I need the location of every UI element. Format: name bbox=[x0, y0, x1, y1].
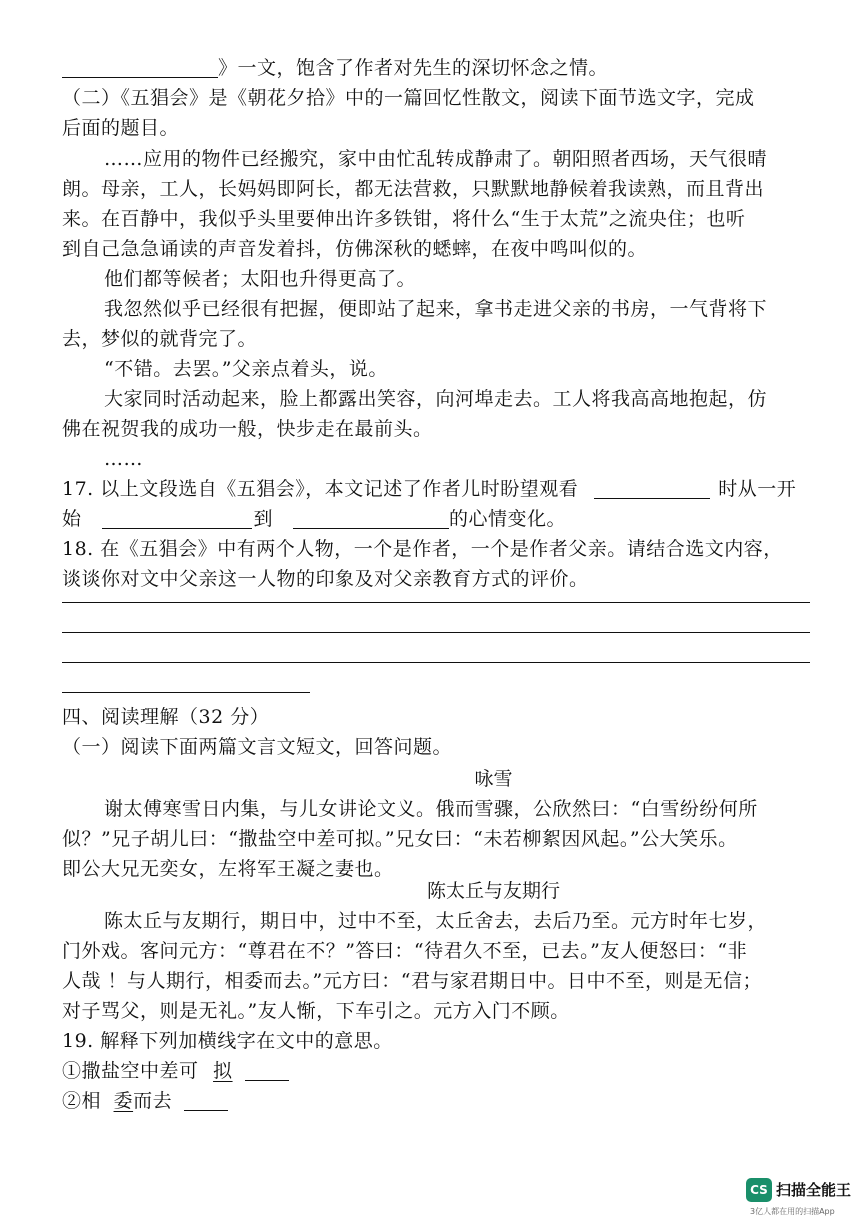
section-four-subheading: （一）阅读下面两篇文言文短文，回答问题。 bbox=[62, 736, 453, 758]
passage-line: ……应用的物件已经搬究，家中由忙乱转成静肃了。朝阳照者西场，天气很晴 bbox=[104, 148, 768, 170]
classical-text-line: 陈太丘与友期行，期日中，过中不至，太丘舍去，去后乃至。元方时年七岁， bbox=[104, 910, 768, 932]
answer-blank[interactable] bbox=[594, 480, 710, 499]
classical-text-line: 即公大兄无奕女，左将军王凝之妻也。 bbox=[62, 858, 394, 880]
camscanner-icon: CS bbox=[746, 1178, 772, 1202]
underlined-word: 拟 bbox=[213, 1060, 233, 1082]
answer-blank[interactable] bbox=[184, 1092, 228, 1111]
passage-line: …… bbox=[104, 448, 143, 470]
classical-text-line: 对子骂父，则是无礼。”友人惭，下车引之。元方入门不顾。 bbox=[62, 1000, 570, 1022]
classical-text-line: 谢太傅寒雪日内集，与儿女讲论文义。俄而雪骤，公欣然曰：“白雪纷纷何所 bbox=[104, 798, 758, 820]
answer-line[interactable] bbox=[62, 692, 310, 693]
answer-line[interactable] bbox=[62, 632, 810, 633]
question-19-item-2: ②相 委而去 bbox=[62, 1087, 228, 1115]
passage-line: 朗。母亲，工人，长妈妈即阿长，都无法营救，只默默地静候着我读熟，而且背出 bbox=[62, 178, 765, 200]
classical-text-line: 门外戏。客问元方：“尊君在不？”答曰：“待君久不至，已去。”友人便怒曰：“非 bbox=[62, 940, 748, 962]
text-title: 咏雪 bbox=[474, 768, 513, 790]
section-two-intro-cont: 后面的题目。 bbox=[62, 117, 180, 139]
passage-line: 佛在祝贺我的成功一般，快步走在最前头。 bbox=[62, 418, 433, 440]
passage-line: “不错。去罢。”父亲点着头，说。 bbox=[104, 358, 388, 380]
underlined-word: 委 bbox=[113, 1090, 134, 1112]
line-blank-end: 》一文，饱含了作者对先生的深切怀念之情。 bbox=[62, 54, 608, 82]
passage-line: 大家同时活动起来，脸上都露出笑容，向河埠走去。工人将我高高地抱起，仿 bbox=[104, 388, 768, 410]
question-19: 19. 解释下列加横线字在文中的意思。 bbox=[62, 1030, 393, 1052]
passage-line: 去，梦似的就背完了。 bbox=[62, 328, 258, 350]
question-17-cont: 始 到 的心情变化。 bbox=[62, 508, 567, 530]
question-18: 18. 在《五猖会》中有两个人物，一个是作者，一个是作者父亲。请结合选文内容， bbox=[62, 538, 783, 560]
passage-line: 来。在百静中，我似乎头里要伸出许多铁钳，将什么“生于太荒”之流央住；也听 bbox=[62, 208, 746, 230]
answer-line[interactable] bbox=[62, 602, 810, 603]
passage-line: 到自己急急诵读的声音发着抖，仿佛深秋的蟋蟀，在夜中鸣叫似的。 bbox=[62, 238, 648, 260]
section-four-heading: 四、阅读理解（32 分） bbox=[62, 706, 270, 728]
passage-line: 我忽然似乎已经很有把握，便即站了起来，拿书走进父亲的书房，一气背将下 bbox=[104, 298, 768, 320]
text-title: 陈太丘与友期行 bbox=[426, 880, 560, 902]
question-19-item-1: ①撒盐空中差可 拟 bbox=[62, 1057, 289, 1085]
logo-name: 扫描全能王 bbox=[776, 1181, 852, 1199]
answer-line[interactable] bbox=[62, 662, 810, 663]
section-two-intro: （二）《五猖会》是《朝花夕拾》中的一篇回忆性散文，阅读下面节选文字，完成 bbox=[62, 87, 755, 109]
logo-tagline: 3亿人都在用的扫描App bbox=[750, 1207, 835, 1216]
answer-blank[interactable] bbox=[245, 1062, 289, 1081]
question-18-cont: 谈谈你对文中父亲这一人物的印象及对父亲教育方式的评价。 bbox=[62, 568, 589, 590]
passage-line: 他们都等候者；太阳也升得更高了。 bbox=[104, 268, 417, 290]
answer-blank[interactable] bbox=[62, 59, 218, 78]
answer-blank[interactable] bbox=[102, 510, 252, 529]
classical-text-line: 似？”兄子胡儿曰：“撒盐空中差可拟。”兄女曰：“未若柳絮因风起。”公大笑乐。 bbox=[62, 828, 738, 850]
answer-blank[interactable] bbox=[293, 510, 449, 529]
scanner-watermark-logo bbox=[746, 1176, 856, 1224]
classical-text-line: 人哉 ！与人期行，相委而去。”元方曰：“君与家君期日中。日中不至，则是无信； bbox=[62, 970, 762, 992]
question-17: 17. 以上文段选自《五猖会》，本文记述了作者儿时盼望观看 时从一开 bbox=[62, 478, 797, 500]
